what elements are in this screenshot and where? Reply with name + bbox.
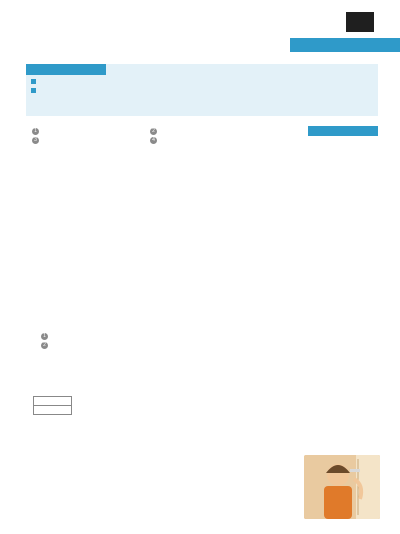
bullet-square-icon (31, 79, 36, 84)
tasks-label (308, 126, 378, 136)
item-badge-icon: 1 (32, 128, 39, 135)
task-3-c-2 (41, 341, 50, 349)
item-badge-icon: 4 (150, 137, 157, 144)
item-badge-icon: 3 (32, 137, 39, 144)
item-badge-icon: 2 (41, 342, 48, 349)
water-level-chart (120, 251, 300, 326)
task-3-c-1 (41, 332, 50, 340)
page-number (346, 12, 374, 32)
table-row (34, 406, 72, 415)
chapter-label (290, 38, 400, 52)
table-row-header (34, 397, 72, 406)
table-row-header (34, 406, 72, 415)
growth-table-wrap (33, 396, 72, 415)
growth-table (33, 396, 72, 415)
table-row (34, 397, 72, 406)
task-1-item-4 (150, 136, 159, 144)
task-1-item-1 (32, 127, 41, 135)
item-badge-icon: 1 (41, 333, 48, 340)
understanding-bullet-1 (31, 79, 371, 87)
photo-illustration (304, 455, 380, 519)
item-badge-icon: 2 (150, 128, 157, 135)
understanding-bullet-2 (31, 88, 371, 96)
understanding-title (26, 64, 106, 75)
task-1-item-3 (32, 136, 41, 144)
page-header (0, 0, 400, 34)
bullet-square-icon (31, 88, 36, 93)
child-measuring-photo (304, 455, 380, 519)
task-1-item-2 (150, 127, 159, 135)
